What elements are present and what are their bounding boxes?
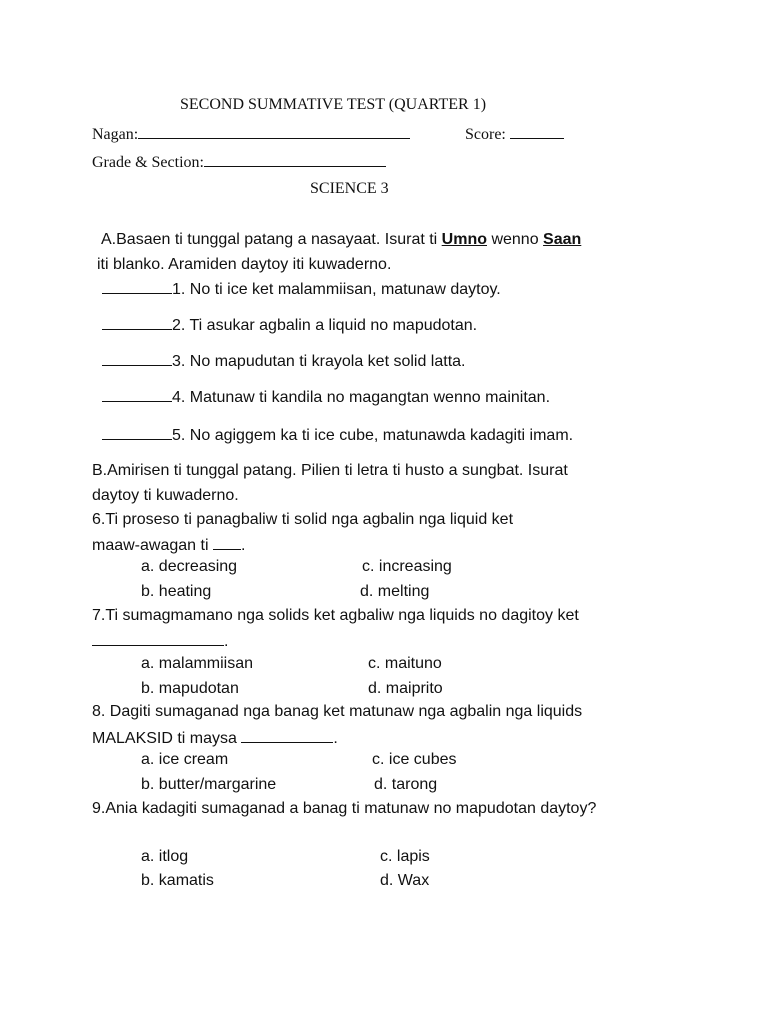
score-row	[465, 123, 564, 145]
answer-blank[interactable]	[102, 314, 172, 330]
q7-option-b[interactable]: b. mapudotan	[141, 680, 239, 697]
part-a-item: 2. Ti asukar agbalin a liquid no mapudotan.	[102, 314, 477, 336]
q9-option-d[interactable]: d. Wax	[380, 872, 430, 889]
grade-blank[interactable]	[204, 151, 386, 167]
name-label: Nagan:	[92, 126, 139, 143]
q8-option-b[interactable]: b. butter/margarine	[141, 776, 277, 793]
part-a-item: 5. No agiggem ka ti ice cube, matunawda kadagiti imam.	[102, 424, 573, 446]
question-8-line1: 8. Dagiti sumaganad nga banag ket matunaw nga agbalin nga liquids	[92, 703, 583, 720]
question-7-line1: 7.Ti sumagmamano nga solids ket agbaliw nga liquids no dagitoy ket	[92, 607, 579, 624]
answer-blank[interactable]	[102, 386, 172, 402]
answer-blank[interactable]	[92, 630, 224, 646]
answer-blank[interactable]	[102, 350, 172, 366]
q6-option-d[interactable]: d. melting	[360, 583, 430, 600]
question-7-line2: .	[92, 630, 228, 652]
subject-title: SCIENCE 3	[310, 180, 389, 197]
name-blank[interactable]	[138, 123, 410, 139]
saan-word: Saan	[543, 231, 582, 248]
umno-word: Umno	[441, 231, 487, 248]
part-a-item: 4. Matunaw ti kandila no magangtan wenno mainitan.	[102, 386, 550, 408]
answer-blank[interactable]	[102, 424, 172, 440]
q9-option-c[interactable]: c. lapis	[380, 848, 430, 865]
question-8-line2: MALAKSID ti maysa .	[92, 727, 338, 749]
q7-option-c[interactable]: c. maituno	[368, 655, 442, 672]
grade-label: Grade & Section:	[92, 154, 204, 171]
question-6-line2: maaw-awagan ti .	[92, 534, 245, 556]
question-9-line1: 9.Ania kadagiti sumaganad a banag ti matunaw no mapudotan daytoy?	[92, 800, 597, 817]
score-blank[interactable]	[510, 123, 564, 139]
q6-option-c[interactable]: c. increasing	[362, 558, 452, 575]
q9-option-a[interactable]: a. itlog	[141, 848, 189, 865]
part-a-instruction-line2: iti blanko. Aramiden daytoy iti kuwaderno.	[97, 256, 392, 273]
part-a-item: 1. No ti ice ket malammiisan, matunaw daytoy.	[102, 278, 501, 300]
part-a-item: 3. No mapudutan ti krayola ket solid latta.	[102, 350, 466, 372]
test-title: SECOND SUMMATIVE TEST (QUARTER 1)	[180, 96, 487, 113]
part-a-instruction-line1: A.Basaen ti tunggal patang a nasayaat. Isurat ti Umno wenno Saan	[101, 231, 582, 248]
grade-row	[92, 151, 386, 173]
q8-option-c[interactable]: c. ice cubes	[372, 751, 457, 768]
question-6-line1: 6.Ti proseso ti panagbaliw ti solid nga agbalin nga liquid ket	[92, 511, 514, 528]
q8-option-a[interactable]: a. ice cream	[141, 751, 229, 768]
q8-option-d[interactable]: d. tarong	[374, 776, 438, 793]
q9-option-b[interactable]: b. kamatis	[141, 872, 214, 889]
answer-blank[interactable]	[213, 534, 241, 550]
q6-option-a[interactable]: a. decreasing	[141, 558, 238, 575]
part-b-instruction-line1: B.Amirisen ti tunggal patang. Pilien ti letra ti husto a sungbat. Isurat	[92, 462, 568, 479]
q7-option-d[interactable]: d. maiprito	[368, 680, 443, 697]
part-b-instruction-line2: daytoy ti kuwaderno.	[92, 487, 239, 504]
score-label: Score:	[465, 126, 506, 143]
answer-blank[interactable]	[241, 727, 333, 743]
q6-option-b[interactable]: b. heating	[141, 583, 212, 600]
name-row	[92, 123, 410, 145]
q7-option-a[interactable]: a. malammiisan	[141, 655, 254, 672]
answer-blank[interactable]	[102, 278, 172, 294]
